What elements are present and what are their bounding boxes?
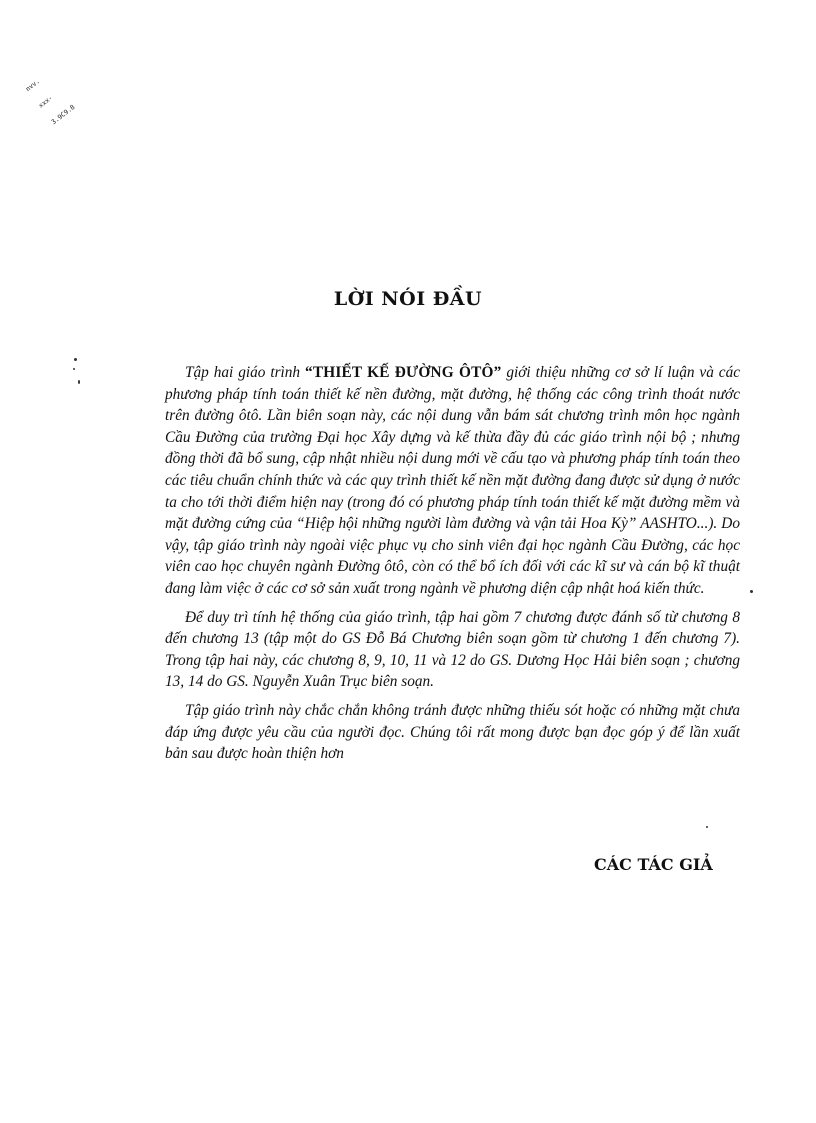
authors-signature: CÁC TÁC GIẢ [594, 855, 713, 874]
stamp-line: nvv. [24, 77, 42, 94]
paragraph-text: giới thiệu những cơ sở lí luận và các phương pháp tính toán thiết kế nền đường, mặt đường, hệ thống các công trình thoát nước trên đường ôtô. Lần biên soạn này, các nội dung vẫn bám sát chương trình môn học ngành Cầu Đường của trường Đại học Xây dựng và kế thừa đầy đủ các giáo trình nội bộ ; nhưng đồng thời đã bổ sung, cập nhật nhiều nội dung mới về cấu tạo và phương pháp tính toán theo các tiêu chuẩn chính thức và các quy trình thiết kế nền mặt đường đang được sử dụng ở nước ta cho tới thời điểm hiện nay (trong đó có phương pháp tính toán thiết kế mặt đường mềm và mặt đường cứng của “Hiệp hội những người làm đường và vận tải Hoa Kỳ” AASHTO...). Do vậy, tập giáo trình này ngoài việc phục vụ cho sinh viên đại học ngành Cầu Đường, các học viên cao học chuyên ngành Đường ôtô, còn có thể bổ ích đối với các kĩ sư và cán bộ kĩ thuật đang làm việc ở các cơ sở sản xuất trong ngành về phương diện cập nhật hoá kiến thức. [165, 364, 741, 597]
stamp-line: xxx- [36, 93, 55, 110]
stamp-line: 3.9C9.8 [49, 103, 77, 127]
page-title: LỜI NÓI ĐẦU [333, 288, 483, 310]
preface-body [165, 362, 740, 772]
library-stamp [16, 47, 77, 127]
paragraph: Tập giáo trình này chắc chắn không tránh được những thiếu sót hoặc có những mặt chưa đáp ứng được yêu cầu của người đọc. Chúng tôi rất mong được bạn đọc góp ý để lần xuất bản sau được hoàn thiện hơn [165, 701, 740, 763]
scan-speck [750, 590, 753, 593]
paragraph-text: Tập hai giáo trình [185, 364, 305, 381]
scan-speck [706, 826, 708, 828]
book-title: “THIẾT KẾ ĐƯỜNG ÔTÔ” [305, 364, 502, 381]
scan-speck [73, 368, 75, 370]
paragraph [165, 362, 740, 600]
scan-speck [78, 380, 80, 384]
scan-speck [74, 358, 77, 361]
paragraph: Để duy trì tính hệ thống của giáo trình, tập hai gồm 7 chương được đánh số từ chương 8 đến chương 13 (tập một do GS Đỗ Bá Chương biên soạn gồm từ chương 1 đến chương 7). Trong tập hai này, các chương 8, 9, 10, 11 và 12 do GS. Dương Học Hải biên soạn ; chương 13, 14 do GS. Nguyễn Xuân Trục biên soạn. [165, 608, 740, 691]
